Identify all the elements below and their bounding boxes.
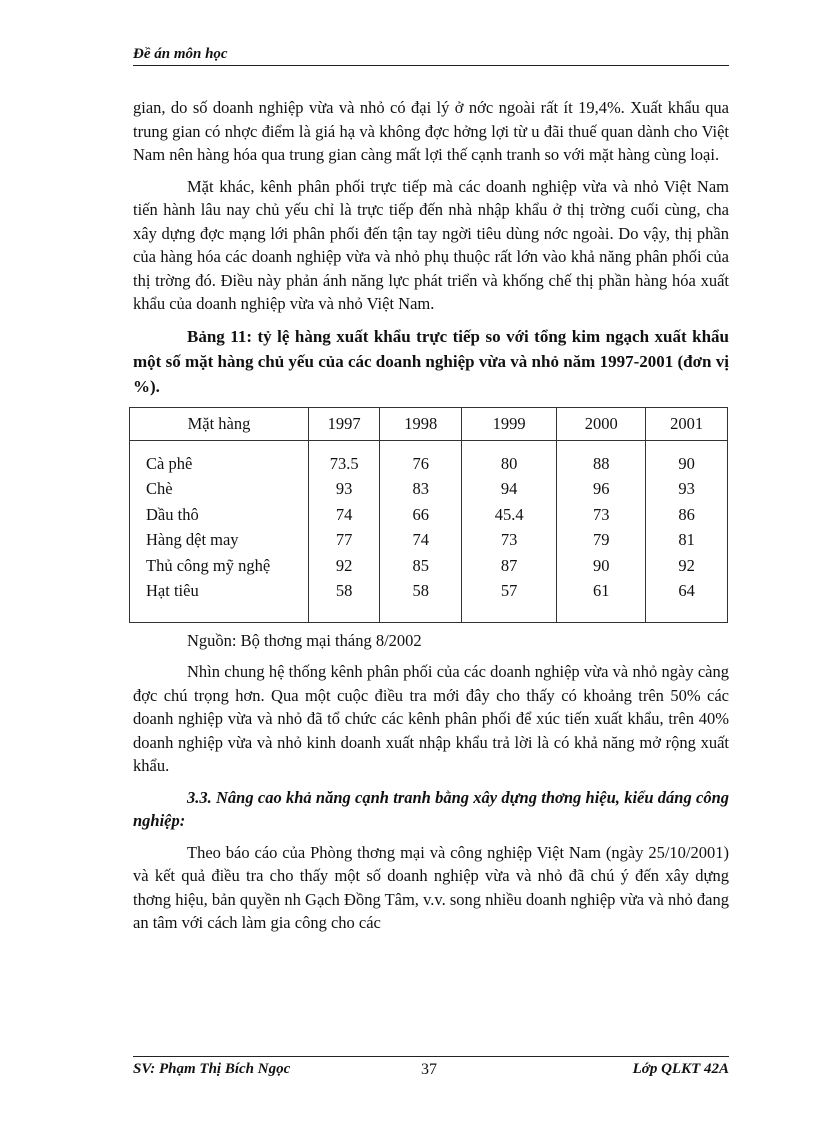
table-row xyxy=(130,476,728,502)
cell-value: 86 xyxy=(646,502,728,528)
cell-item: Dầu thô xyxy=(130,502,309,528)
cell-value: 64 xyxy=(646,578,728,604)
cell-value: 58 xyxy=(308,578,379,604)
cell-value: 66 xyxy=(380,502,462,528)
cell-value: 45.4 xyxy=(462,502,557,528)
header-cell-2001: 2001 xyxy=(646,407,728,440)
cell-value: 83 xyxy=(380,476,462,502)
table-row xyxy=(130,527,728,553)
paragraph-2: Mặt khác, kênh phân phối trực tiếp mà các doanh nghiệp vừa và nhỏ Việt Nam tiến hành lâu nay chủ yếu chỉ là trực tiếp đến nhà nhập khẩu ở thị trờng cuối cùng, cha xây dựng đợc mạng lới phân phối đến tận tay ngời tiêu dùng nớc ngoài. Do vậy, thị phần của hàng hóa các doanh nghiệp vừa và nhỏ phụ thuộc rất lớn vào khả năng phân phối của thị trờng đó. Điều này phản ánh năng lực phát triển và khống chế thị phần hàng hóa xuất khẩu của doanh nghiệp vừa và nhỏ Việt Nam. xyxy=(133,176,729,313)
paragraph-3: Nhìn chung hệ thống kênh phân phối của các doanh nghiệp vừa và nhỏ ngày càng đợc chú trọng hơn. Qua một cuộc điều tra mới đây cho thấy có khoảng trên 50% các doanh nghiệp vừa và nhỏ đã tổ chức các kênh phân phối để xúc tiến xuất khẩu, trên 40% doanh nghiệp vừa và nhỏ kinh doanh xuất nhập khẩu trả lời là có khả năng mở rộng xuất khẩu. xyxy=(133,662,729,775)
header-cell-1997: 1997 xyxy=(308,407,379,440)
cell-value: 74 xyxy=(308,502,379,528)
cell-value: 80 xyxy=(462,440,557,476)
cell-item: Hạt tiêu xyxy=(130,578,309,604)
cell-value: 74 xyxy=(380,527,462,553)
table-row xyxy=(130,502,728,528)
header-cell-2000: 2000 xyxy=(557,407,646,440)
cell-value: 58 xyxy=(380,578,462,604)
table-row xyxy=(130,578,728,604)
table-caption: Bảng 11: tỷ lệ hàng xuất khẩu trực tiếp so với tổng kim ngạch xuất khẩu một số mặt hàng chủ yếu của các doanh nghiệp vừa và nhỏ năm 1997-2001 (đơn vị %). xyxy=(133,326,729,396)
cell-value: 87 xyxy=(462,553,557,579)
cell-value: 96 xyxy=(557,476,646,502)
cell-item: Hàng dệt may xyxy=(130,527,309,553)
page-header xyxy=(133,46,729,66)
table-source: Nguồn: Bộ thơng mại tháng 8/2002 xyxy=(187,630,422,650)
cell-value: 93 xyxy=(646,476,728,502)
paragraph-1: gian, do số doanh nghiệp vừa và nhỏ có đại lý ở nớc ngoài rất ít 19,4%. Xuất khẩu qua trung gian có nhợc điểm là giá hạ và không đợc hởng lợi từ u đãi thuế quan dành cho Việt Nam nên hàng hóa qua trung gian càng mất lợi thế cạnh tranh so với mặt hàng cùng loại. xyxy=(133,98,729,164)
header-cell-1998: 1998 xyxy=(380,407,462,440)
cell-value: 94 xyxy=(462,476,557,502)
cell-item: Cà phê xyxy=(130,440,309,476)
table-bottom-spacer xyxy=(130,604,728,623)
cell-value: 90 xyxy=(557,553,646,579)
cell-value: 93 xyxy=(308,476,379,502)
footer-author: SV: Phạm Thị Bích Ngọc xyxy=(133,1061,291,1077)
cell-value: 79 xyxy=(557,527,646,553)
cell-value: 88 xyxy=(557,440,646,476)
cell-value: 92 xyxy=(646,553,728,579)
section-subheading: 3.3. Nâng cao khả năng cạnh tranh bằng xây dựng thơng hiệu, kiểu dáng công nghiệp: xyxy=(133,787,729,830)
header-cell-item: Mặt hàng xyxy=(130,407,309,440)
cell-value: 57 xyxy=(462,578,557,604)
cell-value: 90 xyxy=(646,440,728,476)
table-row xyxy=(130,440,728,476)
paragraph-4: Theo báo cáo của Phòng thơng mại và công nghiệp Việt Nam (ngày 25/10/2001) và kết quả điều tra cho thấy một số doanh nghiệp vừa và nhỏ đã chú ý đến xây dựng thơng hiệu, bản quyền nh Gạch Đồng Tâm, v.v. song nhiều doanh nghiệp vừa và nhỏ đang an tâm với cách làm gia công cho các xyxy=(133,842,729,932)
page-footer xyxy=(133,1056,729,1078)
cell-item: Chè xyxy=(130,476,309,502)
cell-value: 61 xyxy=(557,578,646,604)
cell-value: 73 xyxy=(462,527,557,553)
cell-value: 73.5 xyxy=(308,440,379,476)
cell-value: 92 xyxy=(308,553,379,579)
cell-value: 73 xyxy=(557,502,646,528)
table-row xyxy=(130,553,728,579)
cell-value: 81 xyxy=(646,527,728,553)
table-header-row xyxy=(130,407,728,440)
page-content xyxy=(133,96,729,943)
footer-class: Lớp QLKT 42A xyxy=(632,1061,729,1077)
header-title: Đề án môn học xyxy=(133,46,228,62)
cell-item: Thủ công mỹ nghệ xyxy=(130,553,309,579)
cell-value: 85 xyxy=(380,553,462,579)
cell-value: 77 xyxy=(308,527,379,553)
header-cell-1999: 1999 xyxy=(462,407,557,440)
export-ratio-table xyxy=(129,407,728,623)
cell-value: 76 xyxy=(380,440,462,476)
page-number: 37 xyxy=(421,1061,437,1078)
